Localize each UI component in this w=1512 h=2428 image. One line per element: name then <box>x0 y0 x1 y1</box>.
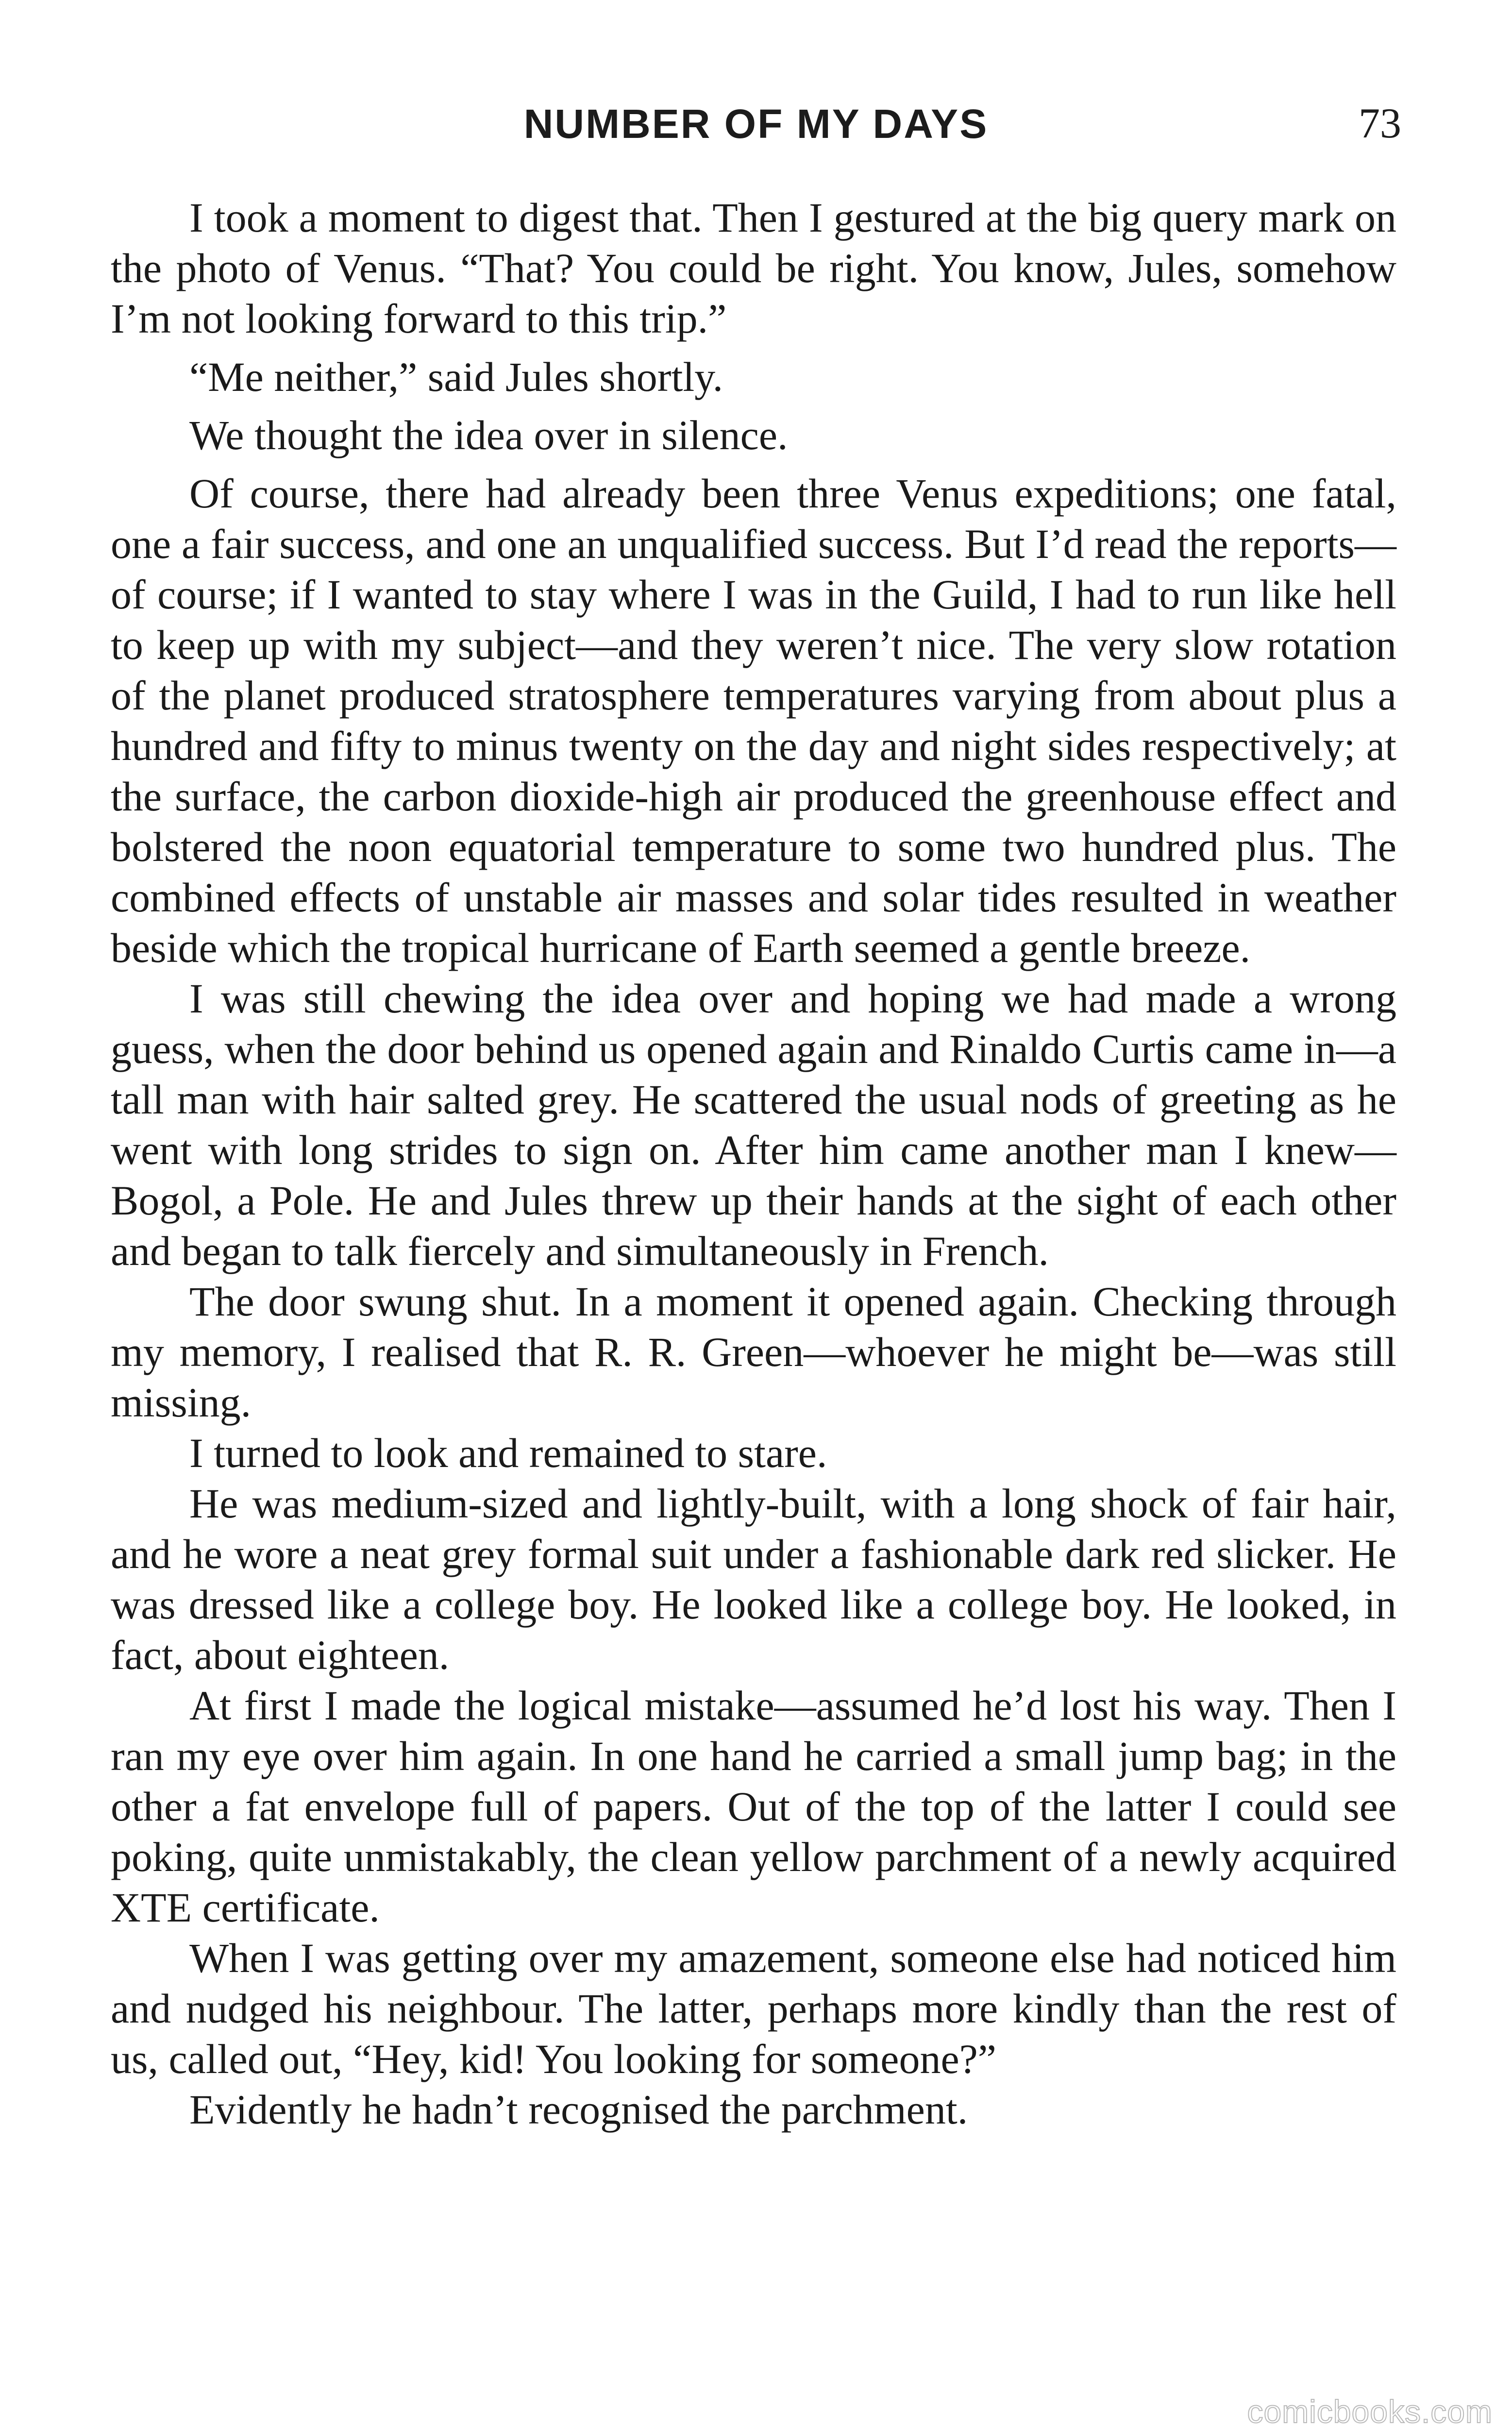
paragraph: He was medium-sized and lightly-built, with a long shock of fair hair, and he wore a neat grey formal suit under a fashionable dark red slicker. He was dressed like a college boy. He looked like a college boy. He looked, in fact, about eighteen. <box>111 1480 1396 1678</box>
paragraph: When I was getting over my amazement, someone else had noticed him and nudged his neighbour. The latter, perhaps more kindly than the rest of us, called out, “Hey, kid! You looking for someone?” <box>111 1935 1396 2082</box>
paragraph: I was still chewing the idea over and hoping we had made a wrong guess, when the door behind us opened again and Rinaldo Curtis came in—a tall man with hair salted grey. He scattered the usual nods of greeting as he went with long strides to sign on. After him came another man I knew—Bogol, a Pole. He and Jules threw up their hands at the sight of each other and began to talk fiercely and simultaneously in French. <box>111 975 1396 1274</box>
paragraph: I turned to look and remained to stare. <box>189 1430 827 1476</box>
running-title: NUMBER OF MY DAYS <box>523 101 989 147</box>
watermark: comicbooks.com <box>1247 2394 1493 2428</box>
paragraph: Of course, there had already been three Venus expeditions; one fatal, one a fair success, and one an unqualified success. But I’d read the reports—of course; if I wanted to stay where I was in the Guild, I had to run like hell to keep up with my subject—and they weren’t nice. The very slow rotation of the planet produced stratosphere temperatures varying from about plus a hundred and fifty to minus twenty on the day and night sides respectively; at the surface, the carbon dioxide-high air produced the greenhouse effect and bolstered the noon equatorial temperature to some two hundred plus. The combined effects of unstable air masses and solar tides resulted in weather beside which the tropical hurricane of Earth seemed a gentle breeze. <box>111 470 1396 971</box>
paragraph: I took a moment to digest that. Then I gestured at the big query mark on the photo of Venus. “That? You could be right. You know, Jules, somehow I’m not looking forward to this trip.” <box>111 194 1396 342</box>
paragraph: At first I made the logical mistake—assumed he’d lost his way. Then I ran my eye over him again. In one hand he carried a small jump bag; in the other a fat envelope full of papers. Out of the top of the latter I could see poking, quite unmistakably, the clean yellow parchment of a newly acquired XTE certificate. <box>111 1682 1396 1931</box>
paragraph: The door swung shut. In a moment it opened again. Checking through my memory, I realised that R. R. Green—whoever he might be—was still missing. <box>111 1278 1396 1426</box>
body-text <box>111 192 1396 2135</box>
page-number: 73 <box>1359 100 1401 147</box>
paragraph: We thought the idea over in silence. <box>189 412 788 458</box>
paragraph: Evidently he hadn’t recognised the parchment. <box>189 2086 968 2133</box>
running-head <box>111 97 1401 151</box>
paragraph: “Me neither,” said Jules shortly. <box>189 354 723 400</box>
